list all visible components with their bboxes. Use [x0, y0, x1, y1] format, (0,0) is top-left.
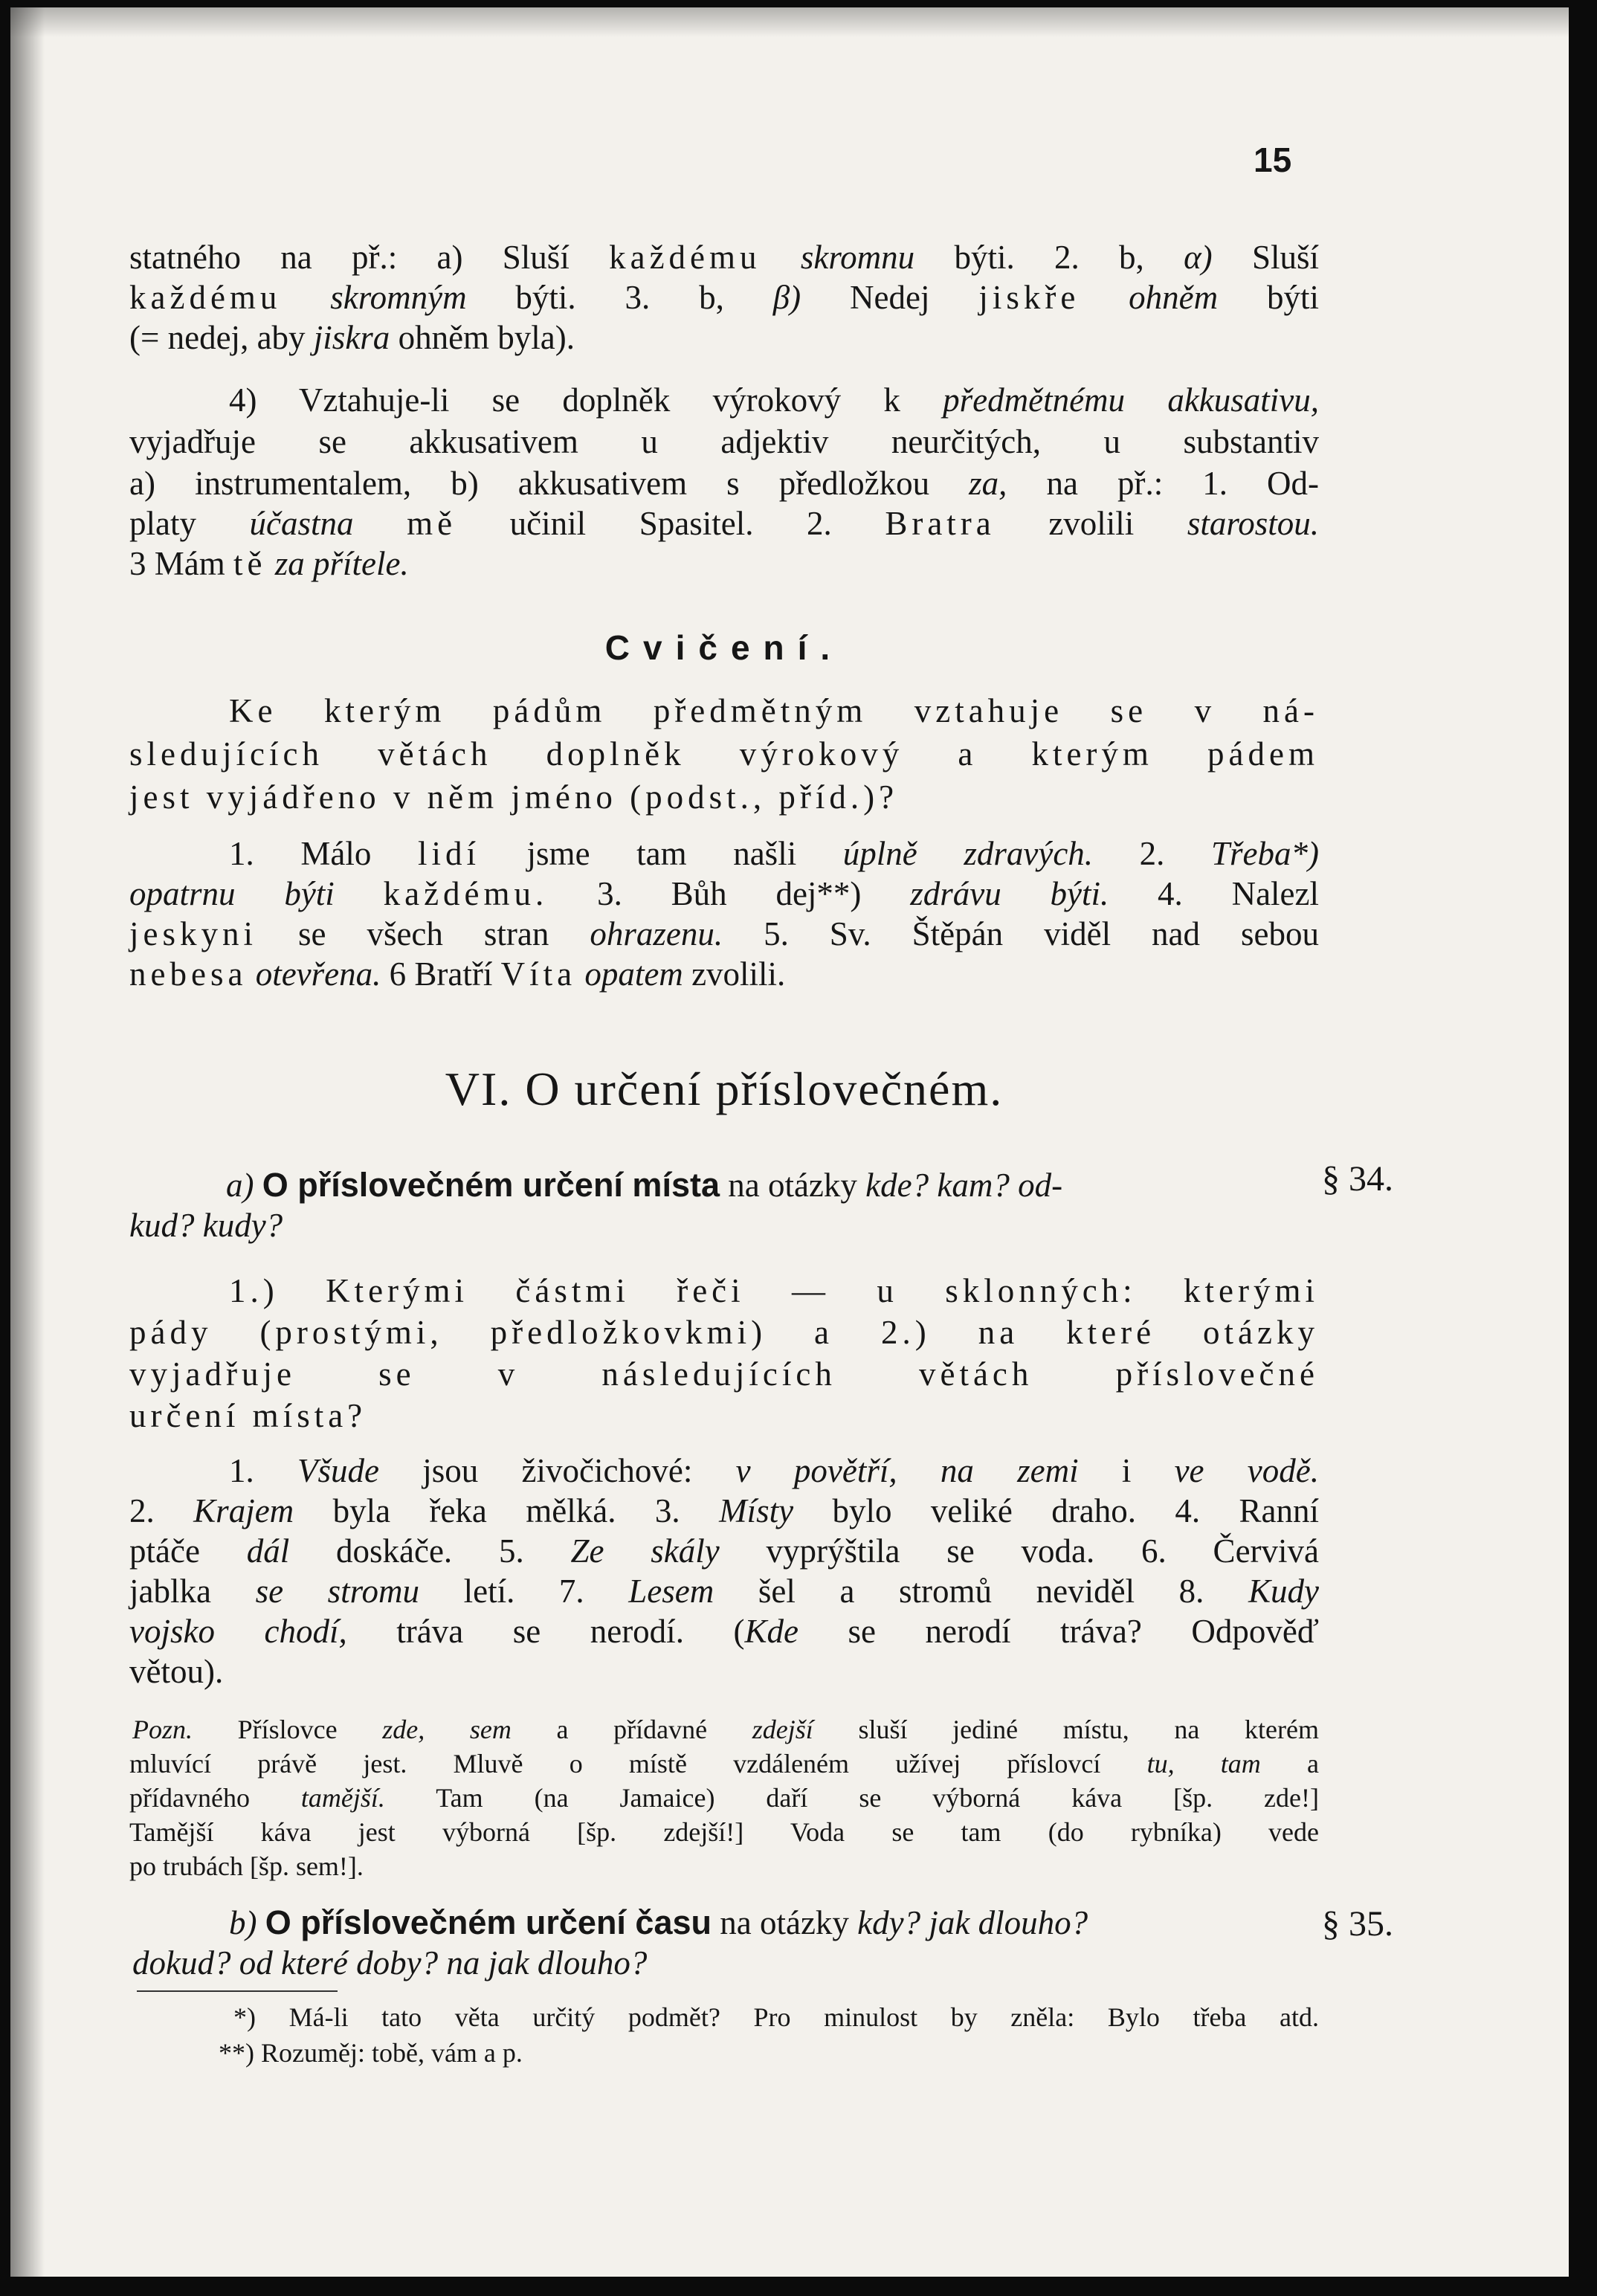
text-line: pády (prostými, předložkovkmi) a 2.) na které otázky [129, 1314, 1319, 1351]
page-number: 15 [1254, 141, 1292, 179]
footnote-rule [137, 1990, 338, 1992]
section-title: VI. O určení příslovečném. [445, 1062, 1004, 1115]
text-line: určení místa? [129, 1397, 367, 1434]
text-line: vojsko chodí, tráva se nerodí. (Kde se nerodí tráva? Odpověď [129, 1613, 1319, 1650]
text-line: jeskyni se všech stran ohrazenu. 5. Sv. Štěpán viděl nad sebou [129, 915, 1319, 952]
text-line: 4) Vztahuje-li se doplněk výrokový k předmětnému akkusativu, [229, 381, 1320, 419]
text-line: vyjadřuje se akkusativem u adjektiv neurčitých, u substantiv [129, 423, 1319, 460]
text-line: 3 Mám tě za přítele. [129, 545, 409, 582]
book-page [10, 7, 1569, 2277]
note-line: po trubách [šp. sem!]. [129, 1851, 364, 1881]
text-line: každému skromným býti. 3. b, β) Nedej jiskře ohněm býti [129, 279, 1319, 316]
text-line: 1. Málo lidí jsme tam našli úplně zdravých. 2. Třeba*) [229, 835, 1319, 872]
text-line: jablka se stromu letí. 7. Lesem šel a stromů neviděl 8. Kudy [129, 1573, 1320, 1610]
text-line: (= nedej, aby jiskra ohněm byla). [129, 319, 575, 356]
exercise-heading: Cvičení. [604, 628, 844, 667]
text-line: větou). [129, 1653, 224, 1690]
text-line: a) instrumentalem, b) akkusativem s předložkou za, na př.: 1. Od- [129, 465, 1319, 502]
footnote-2: **) Rozuměj: tobě, vám a p. [219, 2038, 523, 2068]
subheading-b-cont: dokud? od které doby? na jak dlouho? [132, 1944, 648, 1981]
note-line: mluvící právě jest. Mluvě o místě vzdáleném užívej příslovcí tu, tam a [129, 1749, 1319, 1779]
note-line: Tamější káva jest výborná [šp. zdejší!] Voda se tam (do rybníka) vede [129, 1817, 1319, 1847]
text-line: sledujících větách doplněk výrokový a kterým pádem [129, 735, 1319, 773]
text-line: jest vyjádřeno v něm jméno (podst., příd.)? [129, 778, 899, 816]
text-line: statného na př.: a) Sluší každému skromnu býti. 2. b, α) Sluší [129, 239, 1320, 276]
subheading-b: b) O příslovečném určení času na otázky kdy? jak dlouho? [229, 1903, 1088, 1941]
footnote-1: *) Má-li tato věta určitý podmět? Pro minulost by zněla: Bylo třeba atd. [233, 2002, 1319, 2032]
note-line: Pozn. Příslovce zde, sem a přídavné zdejší sluší jediné místu, na kterém [132, 1715, 1319, 1744]
text-line: 1.) Kterými částmi řeči — u sklonných: kterými [229, 1272, 1319, 1309]
subheading-a: a) O příslovečném určení místa na otázky kde? kam? od- [226, 1166, 1063, 1204]
text-line: nebesa otevřena. 6 Bratří Víta opatem zvolili. [129, 955, 786, 993]
subheading-a-cont: kud? kudy? [129, 1207, 283, 1244]
paragraph-mark-34: § 34. [1322, 1159, 1393, 1199]
text-line: opatrnu býti každému. 3. Bůh dej**) zdrávu býti. 4. Nalezl [129, 875, 1320, 912]
paragraph-mark-35: § 35. [1322, 1904, 1393, 1944]
scan-shadow-left [10, 7, 45, 2277]
text-line: platy účastna mě učinil Spasitel. 2. Bratra zvolili starostou. [129, 505, 1319, 542]
text-line: 2. Krajem byla řeka mělká. 3. Místy bylo veliké draho. 4. Ranní [129, 1492, 1320, 1529]
text-line: 1. Všude jsou živočichové: v povětří, na zemi i ve vodě. [229, 1452, 1319, 1489]
text-line: ptáče dál doskáče. 5. Ze skály vyprýštila se voda. 6. Červivá [129, 1532, 1320, 1570]
text-line: Ke kterým pádům předmětným vztahuje se v ná- [229, 692, 1319, 729]
note-line: přídavného tamější. Tam (na Jamaice) daří se výborná káva [šp. zde!] [129, 1783, 1319, 1813]
text-line: vyjadřuje se v následujících větách příslovečné [129, 1355, 1319, 1393]
scan-shadow-top [10, 7, 1569, 37]
